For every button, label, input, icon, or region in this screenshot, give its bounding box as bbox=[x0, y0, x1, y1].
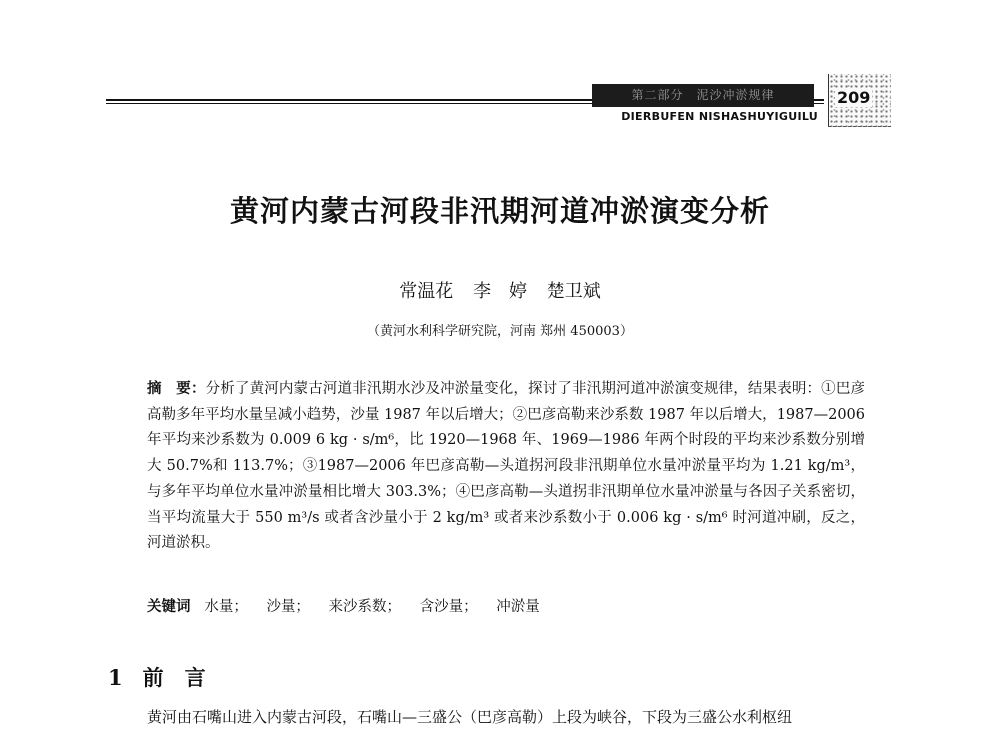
page-number-box bbox=[828, 74, 891, 127]
section-heading bbox=[108, 662, 206, 692]
page-number: 209 bbox=[837, 88, 871, 107]
abstract bbox=[147, 376, 865, 557]
keyword: 含沙量； bbox=[419, 599, 478, 615]
author-list bbox=[0, 277, 1000, 303]
abstract-label: 摘 要： bbox=[147, 380, 206, 397]
author: 李 婷 bbox=[473, 281, 527, 302]
section-number: 1 bbox=[108, 665, 123, 690]
keywords bbox=[147, 595, 554, 616]
author: 常温花 bbox=[399, 281, 454, 302]
keyword: 来沙系数； bbox=[328, 599, 402, 615]
affiliation: （黄河水利科学研究院，河南 郑州 450003） bbox=[367, 324, 633, 339]
keyword: 沙量； bbox=[266, 599, 310, 615]
keywords-label: 关键词 bbox=[147, 598, 191, 615]
author: 楚卫斌 bbox=[546, 281, 601, 302]
keyword: 水量； bbox=[204, 599, 248, 615]
section-title: 前 言 bbox=[142, 665, 206, 690]
keyword: 冲淤量 bbox=[496, 599, 540, 615]
part-label: 第二部分 泥沙冲淤规律 bbox=[592, 84, 814, 107]
abstract-text: 分析了黄河内蒙古河道非汛期水沙及冲淤量变化，探讨了非汛期河道冲淤演变规律，结果表明：①巴彦高勒多年平均水量呈减小趋势，沙量 1987 年以后增大；②巴彦高勒来沙系数 1987 年以后增大，1987—2006 年平均来沙系数为 0.009 6 kg · s/m⁶，比 1920—1968 年、1969—1986 年两个时段的平均来沙系数分别增大 50.7%和 113.7%；③1987—2006 年巴彦高勒—头道拐河段非汛期单位水量冲淤量平均为 1.21 kg/m³，与多年平均单位水量冲淤量相比增大 303.3%；④巴彦高勒—头道拐非汛期单位水量冲淤量与各因子关系密切，当平均流量大于 550 m³/s 或者含沙量小于 2 kg/m³ 或者来沙系数小于 0.006 kg · s/m⁶ 时河道冲刷，反之，河道淤积。 bbox=[147, 381, 865, 552]
intro-paragraph: 黄河由石嘴山进入内蒙古河段，石嘴山—三盛公（巴彦高勒）上段为峡谷，下段为三盛公水利枢纽 bbox=[147, 708, 793, 726]
part-pinyin: DIERBUFEN NISHASHUYIGUILU bbox=[621, 110, 818, 123]
paper-title: 黄河内蒙古河段非汛期河道冲淤演变分析 bbox=[229, 194, 770, 228]
